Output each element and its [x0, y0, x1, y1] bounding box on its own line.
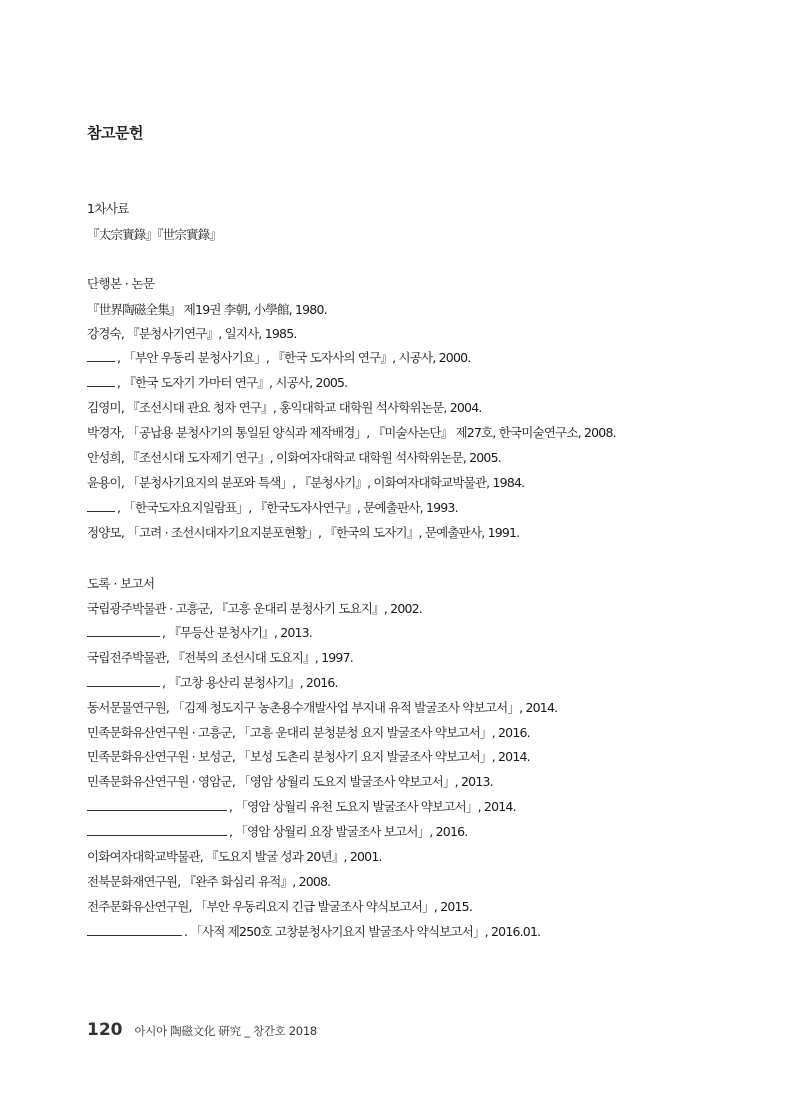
reference-entry: 김영미, 『조선시대 관요 청자 연구』, 홍익대학교 대학원 석사학위논문, 2004. [87, 400, 482, 415]
reference-entry: 『世界陶磁全集』 제19권 李朝, 小學館, 1980. [87, 302, 327, 317]
reference-entry: 국립전주박물관, 『전북의 조선시대 도요지』, 1997. [87, 650, 353, 665]
reference-entry: 안성희, 『조선시대 도자제기 연구』, 이화여자대학교 대학원 석사학위논문, 2005. [87, 450, 501, 465]
reference-entry: 정양모, 「고려 · 조선시대자기요지분포현황」, 『한국의 도자기』, 문예출판사, 1991. [87, 525, 520, 540]
repeat-author-line [87, 626, 160, 637]
repeat-author-line [87, 800, 227, 811]
reference-entry: . 「사적 제250호 고창분청사기요지 발굴조사 약식보고서」, 2016.01. [87, 922, 540, 940]
reference-entry: , 『무등산 분청사기』, 2013. [87, 623, 312, 641]
repeat-author-line [87, 376, 115, 387]
section-heading-books-papers: 단행본 · 논문 [87, 276, 155, 291]
reference-entry: 이화여자대학교박물관, 『도요지 발굴 성과 20년』, 2001. [87, 849, 382, 864]
repeat-author-line [87, 351, 115, 362]
reference-entry: 전북문화재연구원, 『완주 화심리 유적』, 2008. [87, 874, 331, 889]
reference-entry: , 『고창 용산리 분청사기』, 2016. [87, 673, 338, 691]
reference-entry: , 「부안 우동리 분청사기요」, 『한국 도자사의 연구』, 시공사, 2000. [87, 348, 470, 366]
reference-entry: 국립광주박물관 · 고흥군, 『고흥 운대리 분청사기 도요지』, 2002. [87, 601, 422, 616]
page-number: 120 [87, 1020, 123, 1040]
reference-entry: , 「영암 상월리 유천 도요지 발굴조사 약보고서」, 2014. [87, 797, 516, 815]
repeat-author-line [87, 925, 182, 936]
reference-entry: , 「한국도자요지일람표」, 『한국도자사연구』, 문예출판사, 1993. [87, 498, 458, 516]
repeat-author-line [87, 825, 227, 836]
page-title: 참고문헌 [87, 124, 143, 142]
reference-entry: , 『한국 도자기 가마터 연구』, 시공사, 2005. [87, 373, 347, 391]
reference-entry: , 「영암 상월리 요장 발굴조사 보고서」, 2016. [87, 822, 467, 840]
reference-entry: 민족문화유산연구원 · 고흥군, 「고흥 운대리 분청분청 요지 발굴조사 약보고서」, 2016. [87, 725, 530, 740]
page-footer [87, 1020, 317, 1040]
reference-entry: 윤용이, 「분청사기요지의 분포와 특색」, 『분청사기』, 이화여자대학교박물관, 1984. [87, 475, 525, 490]
reference-entry: 민족문화유산연구원 · 영암군, 「영암 상월리 도요지 발굴조사 약보고서」, 2013. [87, 774, 493, 789]
reference-entry: 민족문화유산연구원 · 보성군, 「보성 도촌리 분청사기 요지 발굴조사 약보고서」, 2014. [87, 749, 530, 764]
repeat-author-line [87, 676, 160, 687]
reference-entry: 『太宗實錄』『世宗實錄』 [87, 227, 222, 242]
section-heading-catalogs-reports: 도록 · 보고서 [87, 576, 155, 591]
reference-entry: 강경숙, 『분청사기연구』, 일지사, 1985. [87, 326, 297, 341]
journal-title: 아시아 陶磁文化 硏究 _ 창간호 2018 [134, 1024, 317, 1038]
reference-entry: 동서문물연구원, 「김제 청도지구 농촌용수개발사업 부지내 유적 발굴조사 약보고서」, 2014. [87, 700, 558, 715]
section-heading-primary-sources: 1차사료 [87, 201, 129, 216]
reference-entry: 박경자, 「공납용 분청사기의 통일된 양식과 제작배경」, 『미술사논단』 제27호, 한국미술연구소, 2008. [87, 425, 616, 440]
reference-entry: 전주문화유산연구원, 「부안 우동리요지 긴급 발굴조사 약식보고서」, 2015. [87, 899, 472, 914]
repeat-author-line [87, 501, 115, 512]
